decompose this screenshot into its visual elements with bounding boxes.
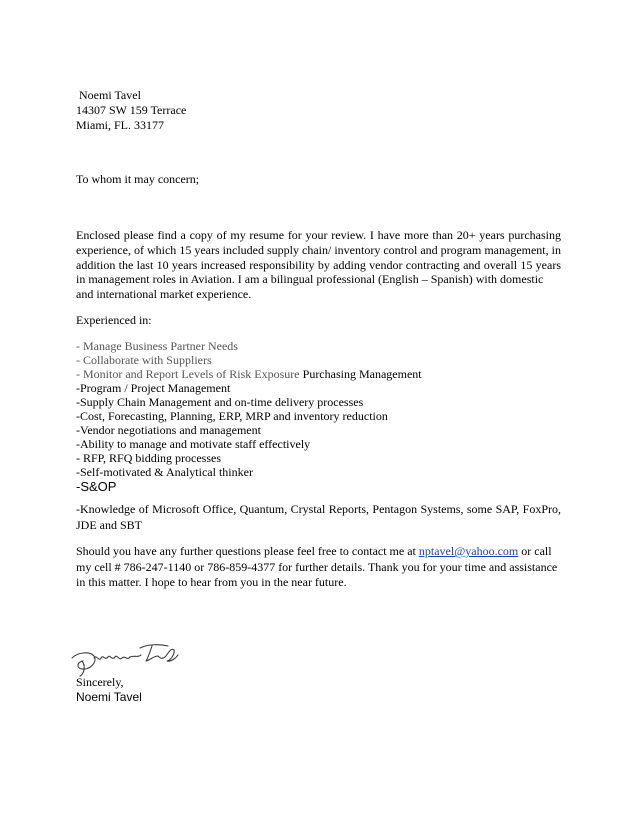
experience-item: -Self-motivated & Analytical thinker — [76, 465, 253, 479]
experience-item: -Supply Chain Management and on-time delivery processes — [76, 395, 364, 409]
experience-item: -Program / Project Management — [76, 381, 231, 395]
experience-item: - RFP, RFQ bidding processes — [76, 451, 222, 465]
intro-line: Enclosed please find a copy of my resume for your review. I have more than 20+ years purchasing — [76, 228, 561, 242]
experience-item — [76, 367, 422, 382]
closing-line: in this matter. I hope to hear from you in the near future. — [76, 575, 347, 589]
signature-name: Noemi Tavel — [76, 690, 142, 704]
closing-line-text: or call — [518, 544, 552, 558]
intro-line: experience, of which 15 years included supply chain/ inventory control and program management, in — [76, 243, 561, 257]
intro-line: and international market experience. — [76, 287, 252, 301]
sender-name: Noemi Tavel — [79, 88, 141, 102]
experience-item-sop: -S&OP — [76, 479, 117, 494]
experience-item: -Vendor negotiations and management — [76, 423, 261, 437]
salutation: To whom it may concern; — [76, 172, 200, 186]
closing-line — [76, 544, 552, 559]
experience-item-black-part: Purchasing Management — [302, 367, 422, 381]
experience-item: -Ability to manage and motivate staff effectively — [76, 437, 311, 451]
knowledge-line: -Knowledge of Microsoft Office, Quantum, Crystal Reports, Pentagon Systems, some SAP, FoxPro, — [76, 502, 561, 516]
experience-item: - Manage Business Partner Needs — [76, 339, 238, 353]
signoff: Sincerely, — [76, 675, 124, 689]
experience-item: -Cost, Forecasting, Planning, ERP, MRP and inventory reduction — [76, 409, 388, 423]
experience-item-gray-part: - Monitor and Report Levels of Risk Exposure — [76, 367, 303, 381]
closing-line-text: Should you have any further questions please feel free to contact me at — [76, 544, 419, 558]
knowledge-line: JDE and SBT — [76, 518, 142, 532]
email-link[interactable]: nptavel@yahoo.com — [418, 544, 519, 558]
sender-city: Miami, FL. 33177 — [76, 118, 165, 132]
experience-item: - Collaborate with Suppliers — [76, 353, 212, 367]
sender-street: 14307 SW 159 Terrace — [76, 103, 187, 117]
closing-line: my cell # 786-247-1140 or 786-859-4377 for further details. Thank you for your time and assistance — [76, 560, 558, 574]
experienced-heading: Experienced in: — [76, 313, 152, 327]
handwritten-signature — [68, 636, 180, 678]
intro-line: addition the last 10 years increased responsibility by adding vendor contracting and overall 15 years — [76, 258, 561, 272]
intro-line: in management roles in Aviation. I am a bilingual professional (English – Spanish) with domestic — [76, 272, 544, 286]
